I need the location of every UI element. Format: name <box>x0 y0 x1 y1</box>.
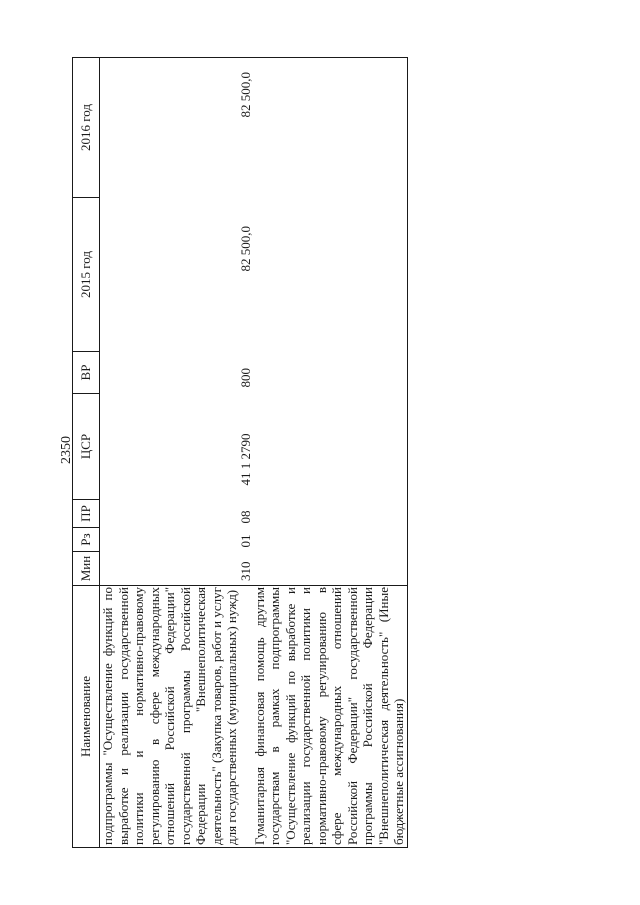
row-name-cell <box>240 586 408 848</box>
row-2015-value: 82 500,0 <box>237 226 253 272</box>
header-csr: ЦСР <box>73 394 100 500</box>
table-header-row <box>73 58 100 848</box>
row-csr-value: 41 1 2790 <box>237 433 253 486</box>
row-2015-cell <box>100 198 240 352</box>
row-csr-cell <box>237 394 408 500</box>
row-rz-cell <box>237 528 408 552</box>
budget-table-page <box>72 58 590 848</box>
header-min: Мин <box>73 552 100 586</box>
row-vr-cell <box>237 352 408 394</box>
row-min-cell <box>237 552 408 586</box>
row-vr-value: 800 <box>237 368 253 388</box>
row-min-value: 310 <box>237 561 253 581</box>
row-csr-cell <box>100 394 240 500</box>
row-2015-cell <box>237 198 408 352</box>
header-rz: Рз <box>73 528 100 552</box>
row-2016-value: 82 500,0 <box>237 72 253 118</box>
page-number: 2350 <box>59 436 74 464</box>
header-vr: ВР <box>73 352 100 394</box>
header-pr: ПР <box>73 500 100 528</box>
row-rz-value: 01 <box>237 534 253 548</box>
header-name: Наименование <box>73 586 100 848</box>
row-vr-cell <box>100 352 240 394</box>
row-min-cell <box>100 552 240 586</box>
row-name-text: Гуманитарная финансовая помощь другим государствам в рамках подпрограммы "Осуществление функций по выработке и реализации государственной политики и нормативно-правовому регулированию в сфере международных отношений Российской Федерации" государственной программы Российской Федерации "Внешнеполитическая деятельность" (Иные бюджетные ассигнования) <box>251 587 406 845</box>
row-name-cell <box>100 586 240 848</box>
row-2016-cell <box>100 58 240 198</box>
row-name-text: подпрограммы "Осуществление функций по выработке и реализации государственной политики и нормативно-правовому регулированию в сфере международных отношений Российской Федерации" государственной программы Российской Федерации "Внешнеполитическая деятельность" (Закупка товаров, работ и услуг для государственных (муниципальных) нужд) <box>100 587 239 845</box>
table-row <box>240 58 408 848</box>
row-2016-cell <box>237 58 408 198</box>
row-pr-cell <box>237 500 408 528</box>
row-rz-cell <box>100 528 240 552</box>
header-2015: 2015 год <box>73 198 100 352</box>
header-2016: 2016 год <box>73 58 100 198</box>
table-row <box>100 58 240 848</box>
row-pr-value: 08 <box>237 510 253 524</box>
row-pr-cell <box>100 500 240 528</box>
budget-table <box>72 57 408 848</box>
